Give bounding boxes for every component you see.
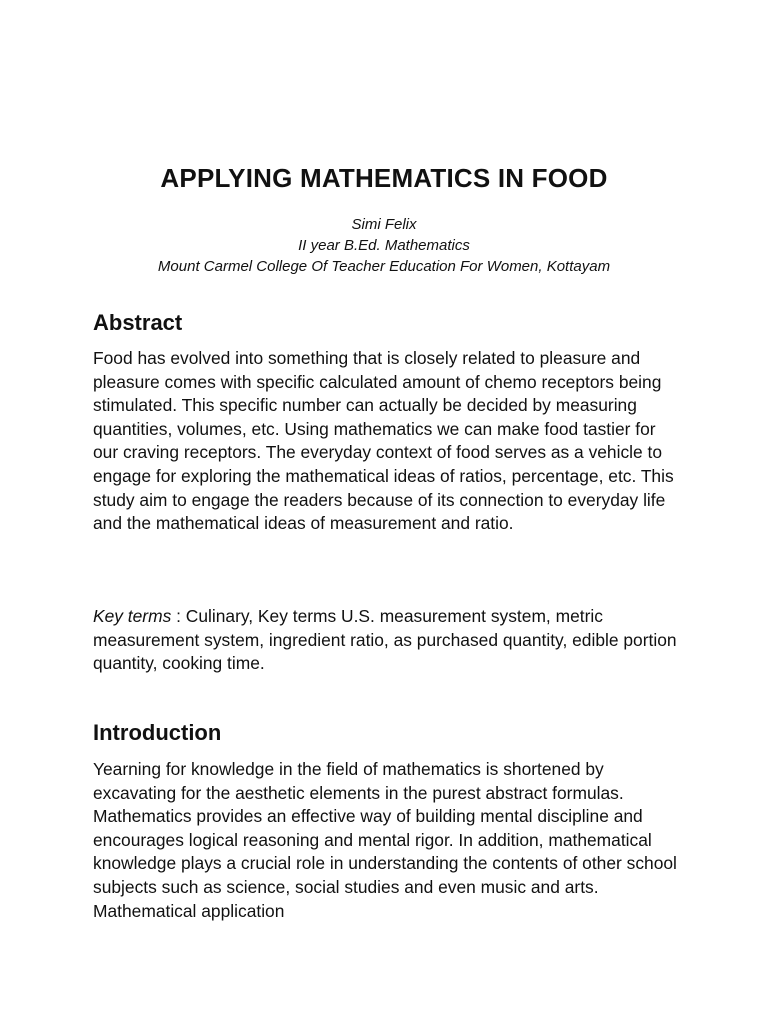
paper-title: APPLYING MATHEMATICS IN FOOD	[160, 163, 608, 193]
abstract-text: Food has evolved into something that is closely related to pleasure and pleasure comes with specific calculated amount of chemo receptors being stimulated. This specific number can actually be decided by measuring quantities, volumes, etc. Using mathematics we can make food tastier for our craving receptors. The everyday context of food serves as a vehicle to engage for exploring the mathematical ideas of ratios, percentage, etc. This study aim to engage the readers because of its connection to everyday life and the mathematical ideas of measurement and ratio.	[93, 348, 674, 534]
author-institution: Mount Carmel College Of Teacher Education For Women, Kottayam	[157, 258, 611, 275]
abstract-heading: Abstract	[93, 310, 183, 335]
introduction-text: Yearning for knowledge in the field of mathematics is shortened by excavating for the aesthetic elements in the purest abstract formulas. Mathematics provides an effective way of building mental discipline and encourages logical reasoning and mental rigor. In addition, mathematical knowledge plays a crucial role in understanding the contents of other school subjects such as science, social studies and even music and arts. Mathematical application	[93, 759, 677, 921]
key-terms-label: Key terms	[93, 606, 172, 626]
key-terms-text: : Culinary, Key terms U.S. measurement system, metric measurement system, ingredient ratio, as purchased quantity, edible portion quantity, cooking time.	[93, 606, 677, 674]
author-name: Simi Felix	[351, 216, 417, 233]
introduction-heading: Introduction	[93, 720, 222, 745]
author-program: II year B.Ed. Mathematics	[298, 237, 470, 254]
author-block	[0, 214, 768, 277]
key-terms-paragraph	[93, 605, 683, 676]
